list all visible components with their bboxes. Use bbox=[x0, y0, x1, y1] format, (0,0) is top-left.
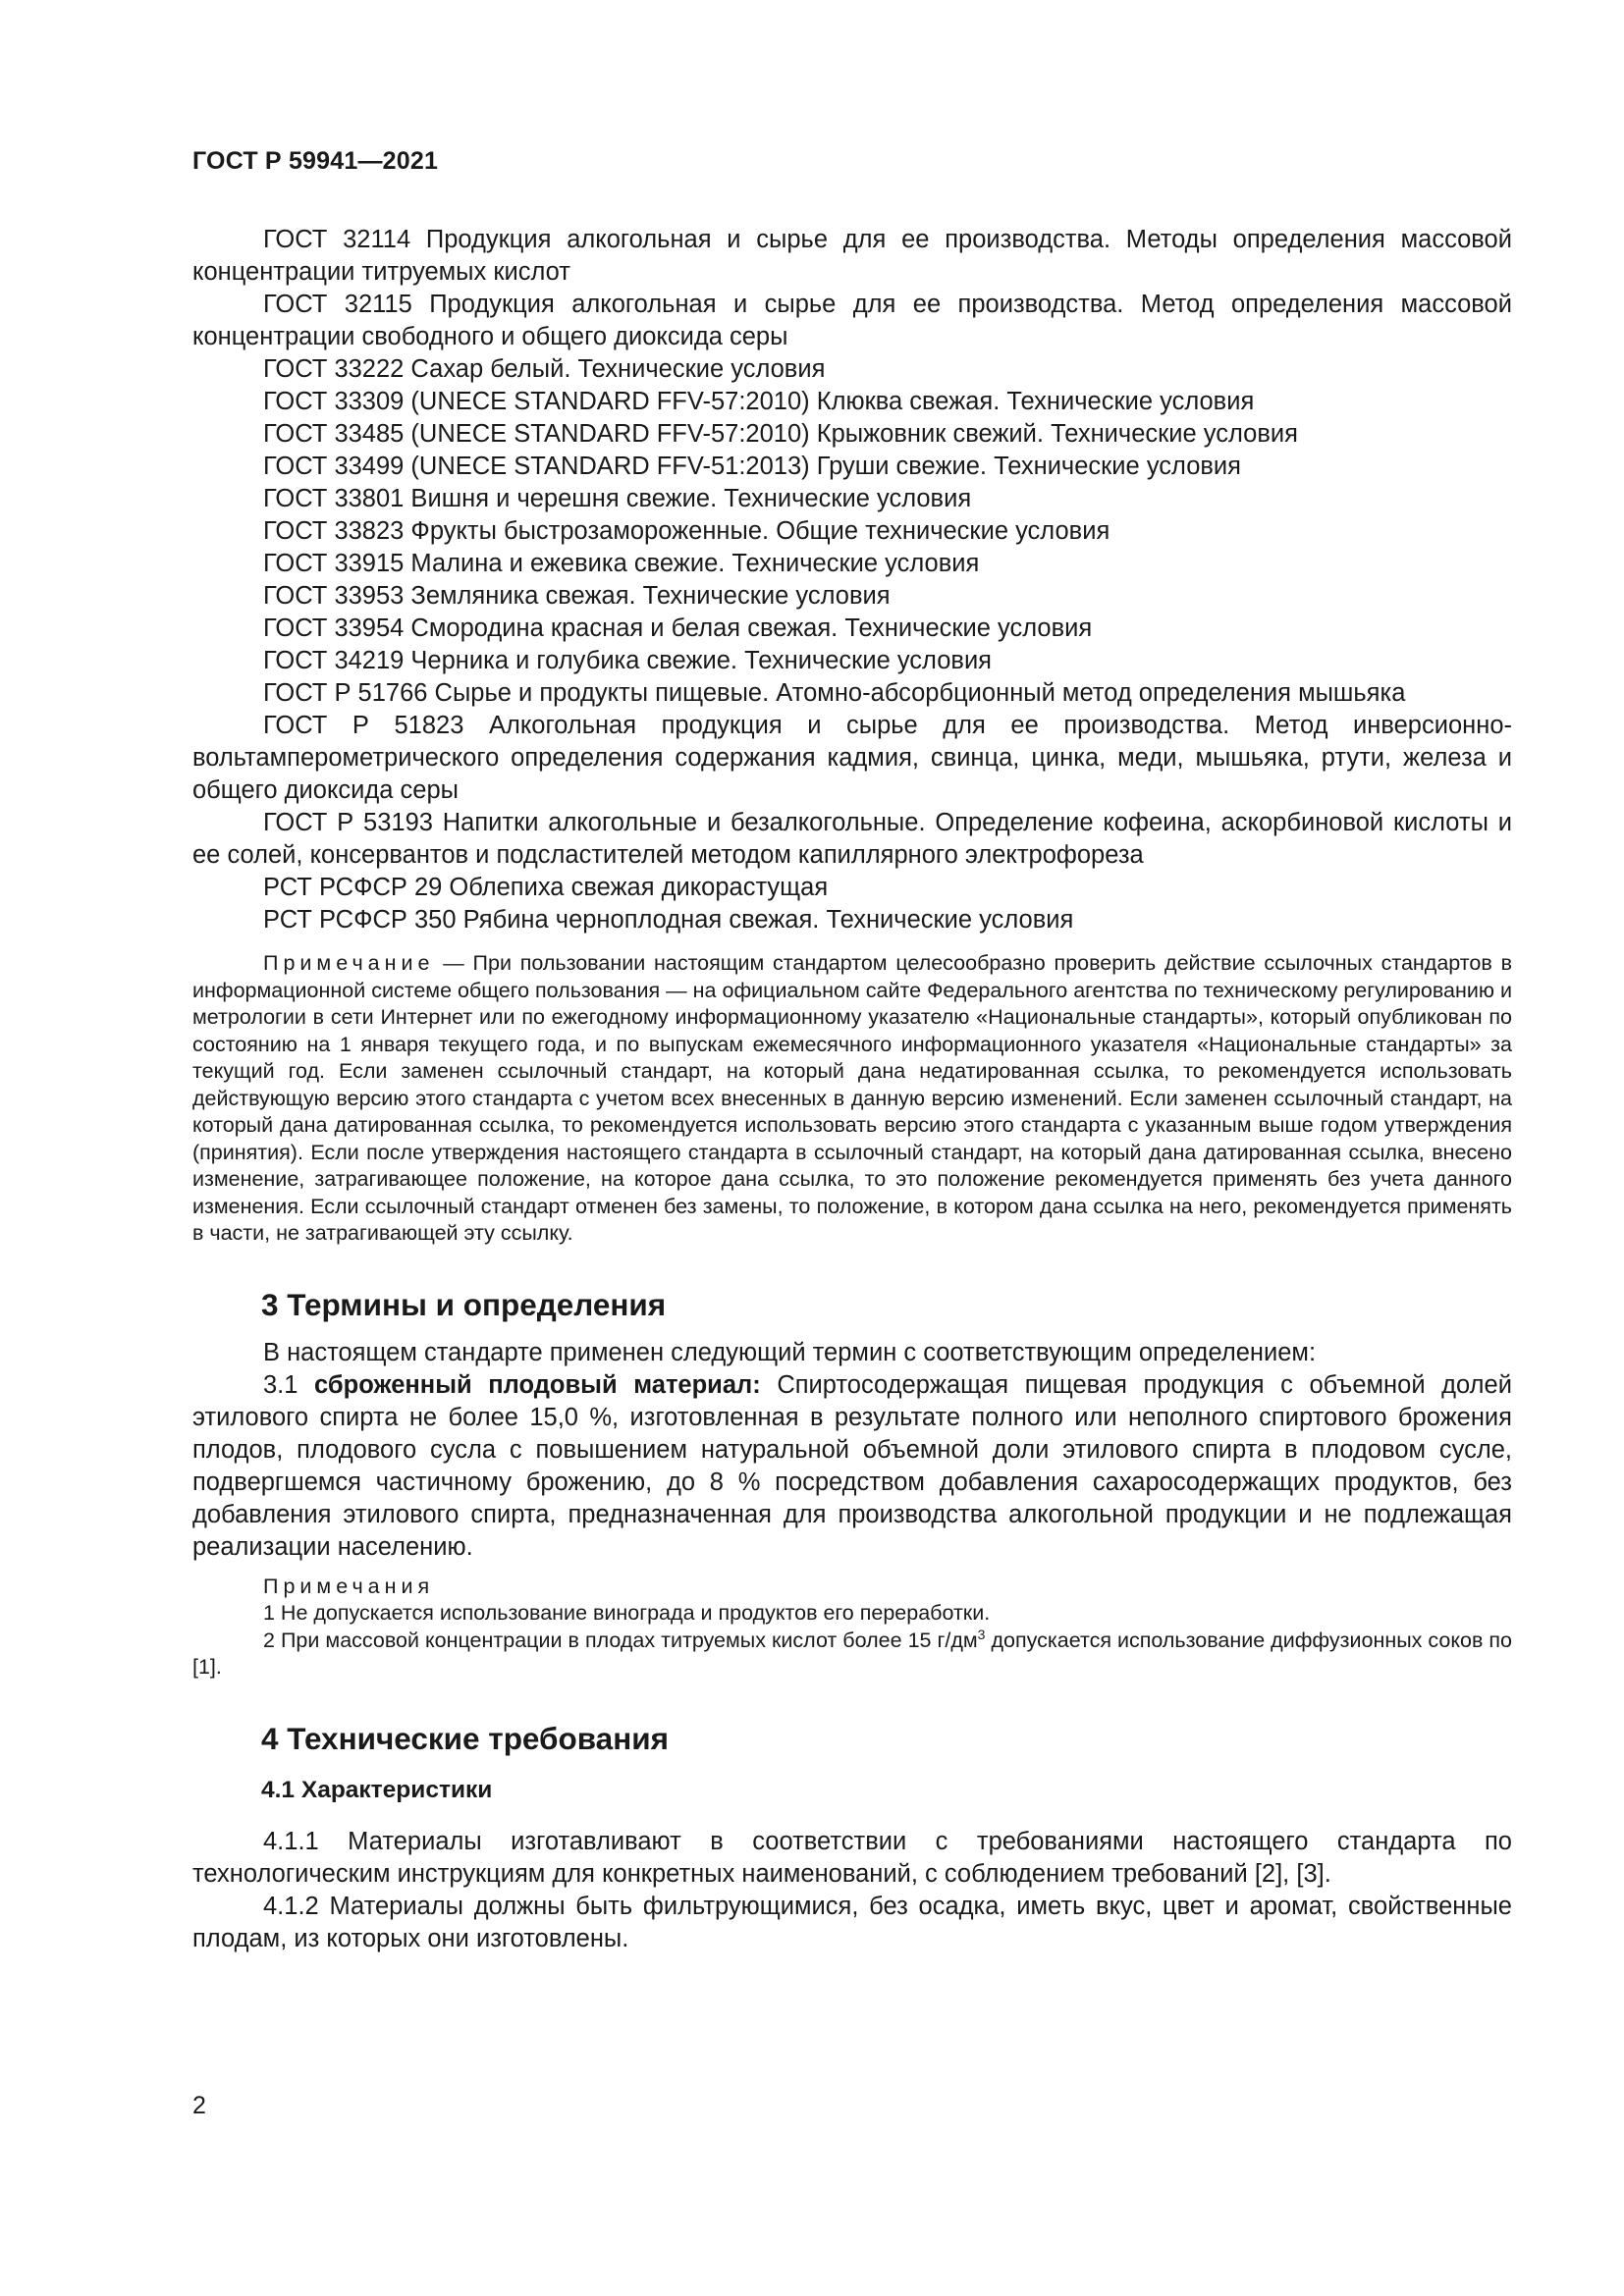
references-note bbox=[192, 950, 1512, 1248]
term-definition-text: Спиртосодержащая пищевая продукция с объемной долей этилового спирта не более 15,0 %, изготовленная в результате полного или неполного спиртового брожения плодов, плодового сусла с повышением натуральной объемной доли этилового спирта в плодовом сусле, подвергшемся частичному брожению, до 8 % посредством добавления сахаросодержащих продуктов, без добавления этилового спирта, предназначенная для производства алкогольной продукции и не подлежащая реализации населению. bbox=[192, 1370, 1512, 1561]
reference-item: ГОСТ 33915 Малина и ежевика свежие. Технические условия bbox=[263, 550, 980, 577]
section-3-intro: В настоящем стандарте применен следующий термин с соответствующим определением: bbox=[263, 1338, 1317, 1366]
notes-label: Примечания bbox=[263, 1574, 435, 1598]
references-list bbox=[192, 224, 1512, 936]
note-label: Примечание bbox=[263, 951, 435, 975]
note-text: — При пользовании настоящим стандартом целесообразно проверить действие ссылочных стандартов в информационной системе общего пользования — на официальном сайте Федерального агентства по техническому регулированию и метрологии в сети Интернет или по ежегодному информационному указателю «Национальные стандарты», который опубликован по состоянию на 1 января текущего года, и по выпускам ежемесячного информационного указателя «Национальные стандарты» за текущий год. Если заменен ссылочный стандарт, на который дана недатированная ссылка, то рекомендуется использовать действующую версию этого стандарта с учетом всех внесенных в данную версию изменений. Если заменен ссылочный стандарт, на который дана датированная ссылка, то рекомендуется использовать версию этого стандарта с указанным выше годом утверждения (принятия). Если после утверждения настоящего стандарта в ссылочный стандарт, на который дана датированная ссылка, внесено изменение, затрагивающее положение, на которое дана ссылка, то это положение рекомендуется применять без учета данного изменения. Если ссылочный стандарт отменен без замены, то положение, в котором дана ссылка на него, рекомендуется применять в части, не затрагивающей эту ссылку. bbox=[192, 951, 1512, 1245]
reference-item: РСТ РСФСР 350 Рябина черноплодная свежая. Технические условия bbox=[263, 906, 1074, 934]
subsection-4-1-heading: 4.1 Характеристики bbox=[261, 1776, 493, 1803]
reference-item: ГОСТ 33801 Вишня и черешня свежие. Технические условия bbox=[263, 485, 972, 512]
page-content bbox=[192, 224, 1512, 1955]
document-header: ГОСТ Р 59941—2021 bbox=[192, 147, 439, 175]
reference-item: ГОСТ 33953 Земляника свежая. Технические условия bbox=[263, 582, 891, 610]
reference-item: ГОСТ Р 51823 Алкогольная продукция и сырье для ее производства. Метод инверсионно-вольтамперометрического определения содержания кадмия, свинца, цинка, меди, мышьяка, ртути, железа и общего диоксида серы bbox=[192, 712, 1512, 804]
note-1: 1 Не допускается использование винограда и продуктов его переработки. bbox=[263, 1601, 991, 1625]
reference-item: ГОСТ 32115 Продукция алкогольная и сырье для ее производства. Метод определения массовой концентрации свободного и общего диоксида серы bbox=[192, 291, 1512, 350]
reference-item: ГОСТ Р 53193 Напитки алкогольные и безалкогольные. Определение кофеина, аскорбиновой кислоты и ее солей, консервантов и подсластителей методом капиллярного электрофореза bbox=[192, 809, 1512, 869]
reference-item: ГОСТ 33309 (UNECE STANDARD FFV-57:2010) Клюква свежая. Технические условия bbox=[263, 388, 1255, 415]
reference-item: ГОСТ Р 51766 Сырье и продукты пищевые. Атомно-абсорбционный метод определения мышьяка bbox=[263, 679, 1406, 707]
note-2-text-a: 2 При массовой концентрации в плодах титруемых кислот более 15 г/дм bbox=[263, 1628, 978, 1652]
section-4-heading: 4 Технические требования bbox=[261, 1720, 669, 1756]
note-2 bbox=[192, 1628, 1512, 1682]
reference-item: ГОСТ 34219 Черника и голубика свежие. Технические условия bbox=[263, 647, 992, 674]
reference-item: ГОСТ 33485 (UNECE STANDARD FFV-57:2010) Крыжовник свежий. Технические условия bbox=[263, 420, 1298, 448]
term-number: 3.1 bbox=[263, 1370, 315, 1399]
page-number: 2 bbox=[192, 2092, 206, 2119]
note-2-text-b: допускается использование диффузионных соков по [1]. bbox=[192, 1628, 1513, 1679]
reference-item: РСТ РСФСР 29 Облепиха свежая дикорастущая bbox=[263, 874, 829, 901]
reference-item: ГОСТ 32114 Продукция алкогольная и сырье для ее производства. Методы определения массовой концентрации титруемых кислот bbox=[192, 226, 1512, 286]
paragraph-4-1-1: 4.1.1 Материалы изготавливают в соответствии с требованиями настоящего стандарта по технологическим инструкциям для конкретных наименований, с соблюдением требований [2], [3]. bbox=[192, 1827, 1512, 1888]
term-definition bbox=[192, 1369, 1512, 1564]
term-name: сброженный плодовый материал: bbox=[314, 1370, 761, 1399]
reference-item: ГОСТ 33954 Смородина красная и белая свежая. Технические условия bbox=[263, 614, 1093, 642]
paragraph-4-1-2: 4.1.2 Материалы должны быть фильтрующимися, без осадка, иметь вкус, цвет и аромат, свойственные плодам, из которых они изготовлены. bbox=[192, 1892, 1512, 1952]
note-2-superscript: 3 bbox=[977, 1626, 986, 1642]
reference-item: ГОСТ 33499 (UNECE STANDARD FFV-51:2013) Груши свежие. Технические условия bbox=[263, 453, 1241, 480]
reference-item: ГОСТ 33823 Фрукты быстрозамороженные. Общие технические условия bbox=[263, 517, 1110, 545]
section-3-heading: 3 Термины и определения bbox=[261, 1286, 667, 1322]
reference-item: ГОСТ 33222 Сахар белый. Технические условия bbox=[263, 355, 826, 383]
